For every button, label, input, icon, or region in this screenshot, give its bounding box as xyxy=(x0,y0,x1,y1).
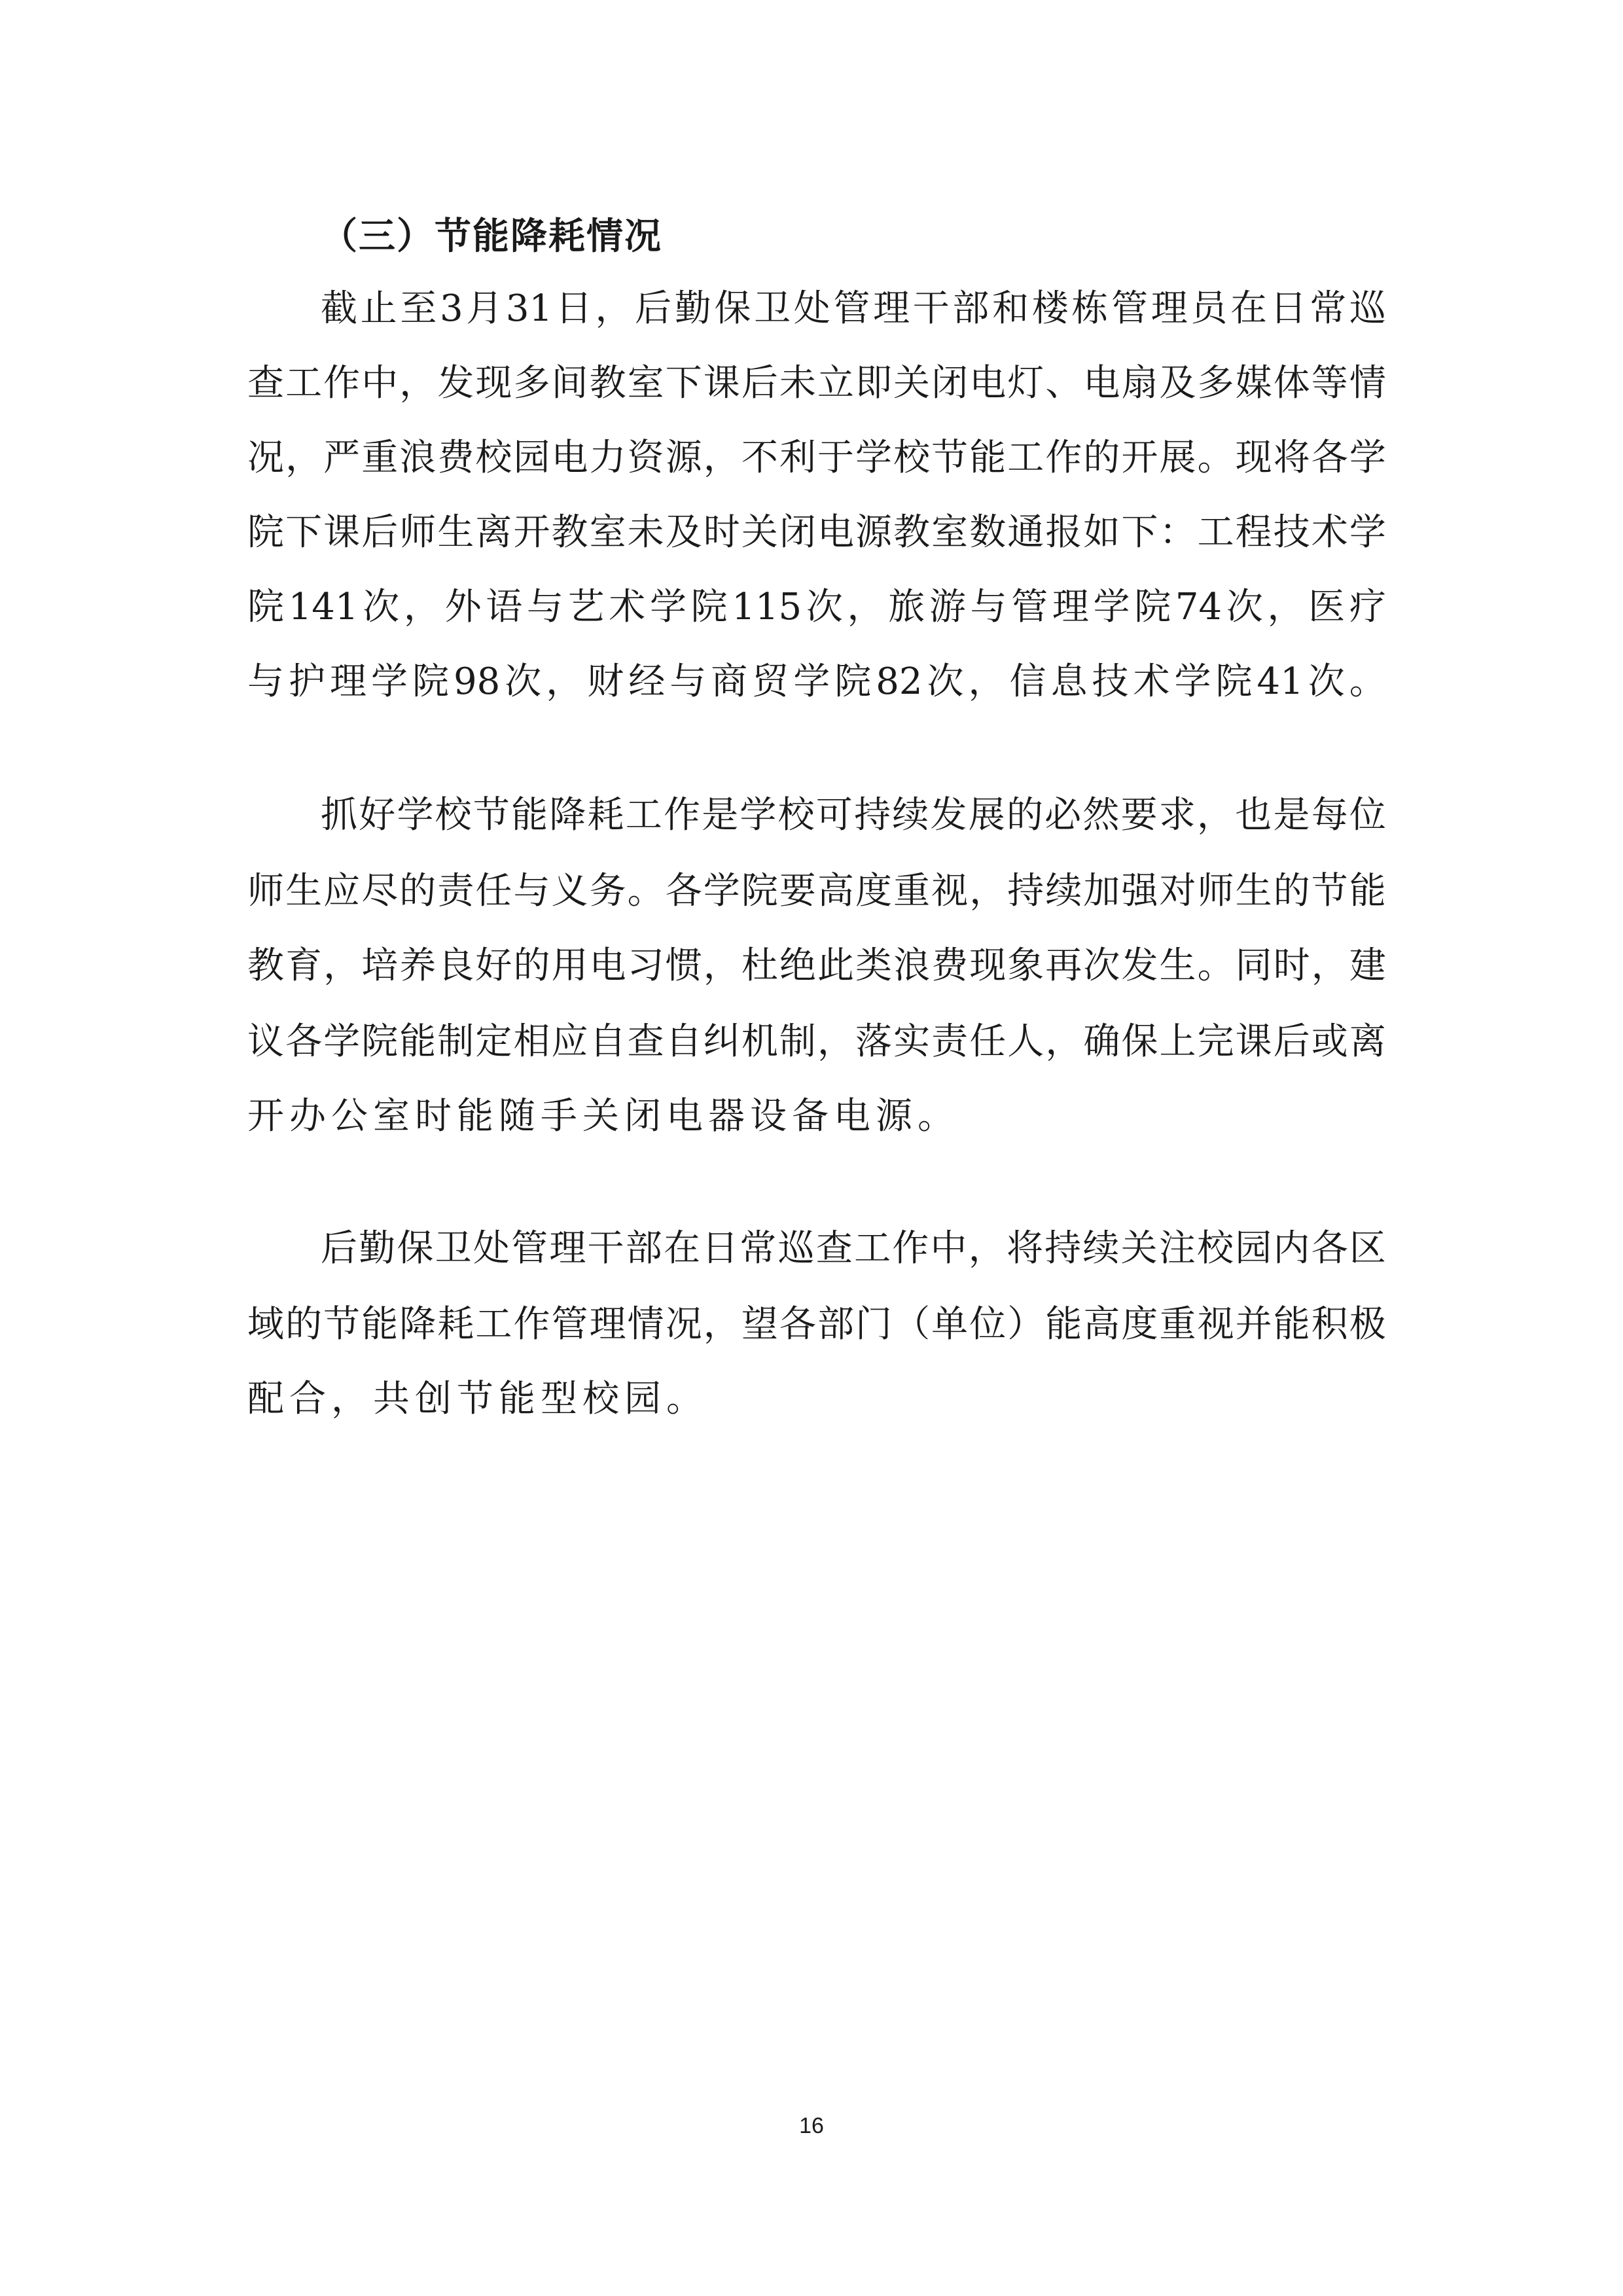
paragraph-2-line-3: 教 育 ， 培 养 良 好 的 用 电 习 惯 ， 杜 绝 此 类 浪 费 现 象 再 次 发 生 。 同 时 ， 建 xyxy=(247,944,1386,987)
section-heading: （三）节能降耗情况 xyxy=(321,215,662,258)
paragraph-1-line-1: 截 止 至 3 月 31 日 ， 后 勤 保 卫 处 管 理 干 部 和 楼 栋 管 理 员 在 日 常 巡 xyxy=(321,287,1386,330)
paragraph-1-line-4: 院 下 课 后 师 生 离 开 教 室 未 及 时 关 闭 电 源 教 室 数 通 报 如 下 ： 工 程 技 术 学 xyxy=(247,511,1386,554)
paragraph-2-line-4: 议 各 学 院 能 制 定 相 应 自 查 自 纠 机 制 ， 落 实 责 任 人 ， 确 保 上 完 课 后 或 离 xyxy=(247,1020,1386,1063)
paragraph-2-line-1: 抓 好 学 校 节 能 降 耗 工 作 是 学 校 可 持 续 发 展 的 必 然 要 求 ， 也 是 每 位 xyxy=(321,794,1386,836)
paragraph-3-line-2: 域 的 节 能 降 耗 工 作 管 理 情 况 ， 望 各 部 门 （ 单 位 ） 能 高 度 重 视 并 能 积 极 xyxy=(247,1303,1386,1346)
page-number: 16 xyxy=(799,2113,824,2138)
paragraph-3-line-3: 配合，共创节能型校园。 xyxy=(247,1378,708,1420)
paragraph-1-line-3: 况 ， 严 重 浪 费 校 园 电 力 资 源 ， 不 利 于 学 校 节 能 工 作 的 开 展 。 现 将 各 学 xyxy=(247,437,1386,479)
paragraph-1-line-6: 与 护 理 学 院 98 次 ， 财 经 与 商 贸 学 院 82 次 ， 信 息 技 术 学 院 41 次 。 xyxy=(247,660,1386,703)
paragraph-1-line-2: 查 工 作 中 ， 发 现 多 间 教 室 下 课 后 未 立 即 关 闭 电 灯 、 电 扇 及 多 媒 体 等 情 xyxy=(247,362,1386,404)
paragraph-2-line-2: 师 生 应 尽 的 责 任 与 义 务 。 各 学 院 要 高 度 重 视 ， 持 续 加 强 对 师 生 的 节 能 xyxy=(247,870,1386,912)
paragraph-1-line-5: 院 141 次 ， 外 语 与 艺 术 学 院 115 次 ， 旅 游 与 管 理 学 院 74 次 ， 医 疗 xyxy=(247,586,1386,628)
paragraph-3-line-1: 后 勤 保 卫 处 管 理 干 部 在 日 常 巡 查 工 作 中 ， 将 持 续 关 注 校 园 内 各 区 xyxy=(321,1227,1386,1270)
paragraph-2-line-5: 开办公室时能随手关闭电器设备电源。 xyxy=(247,1095,959,1138)
